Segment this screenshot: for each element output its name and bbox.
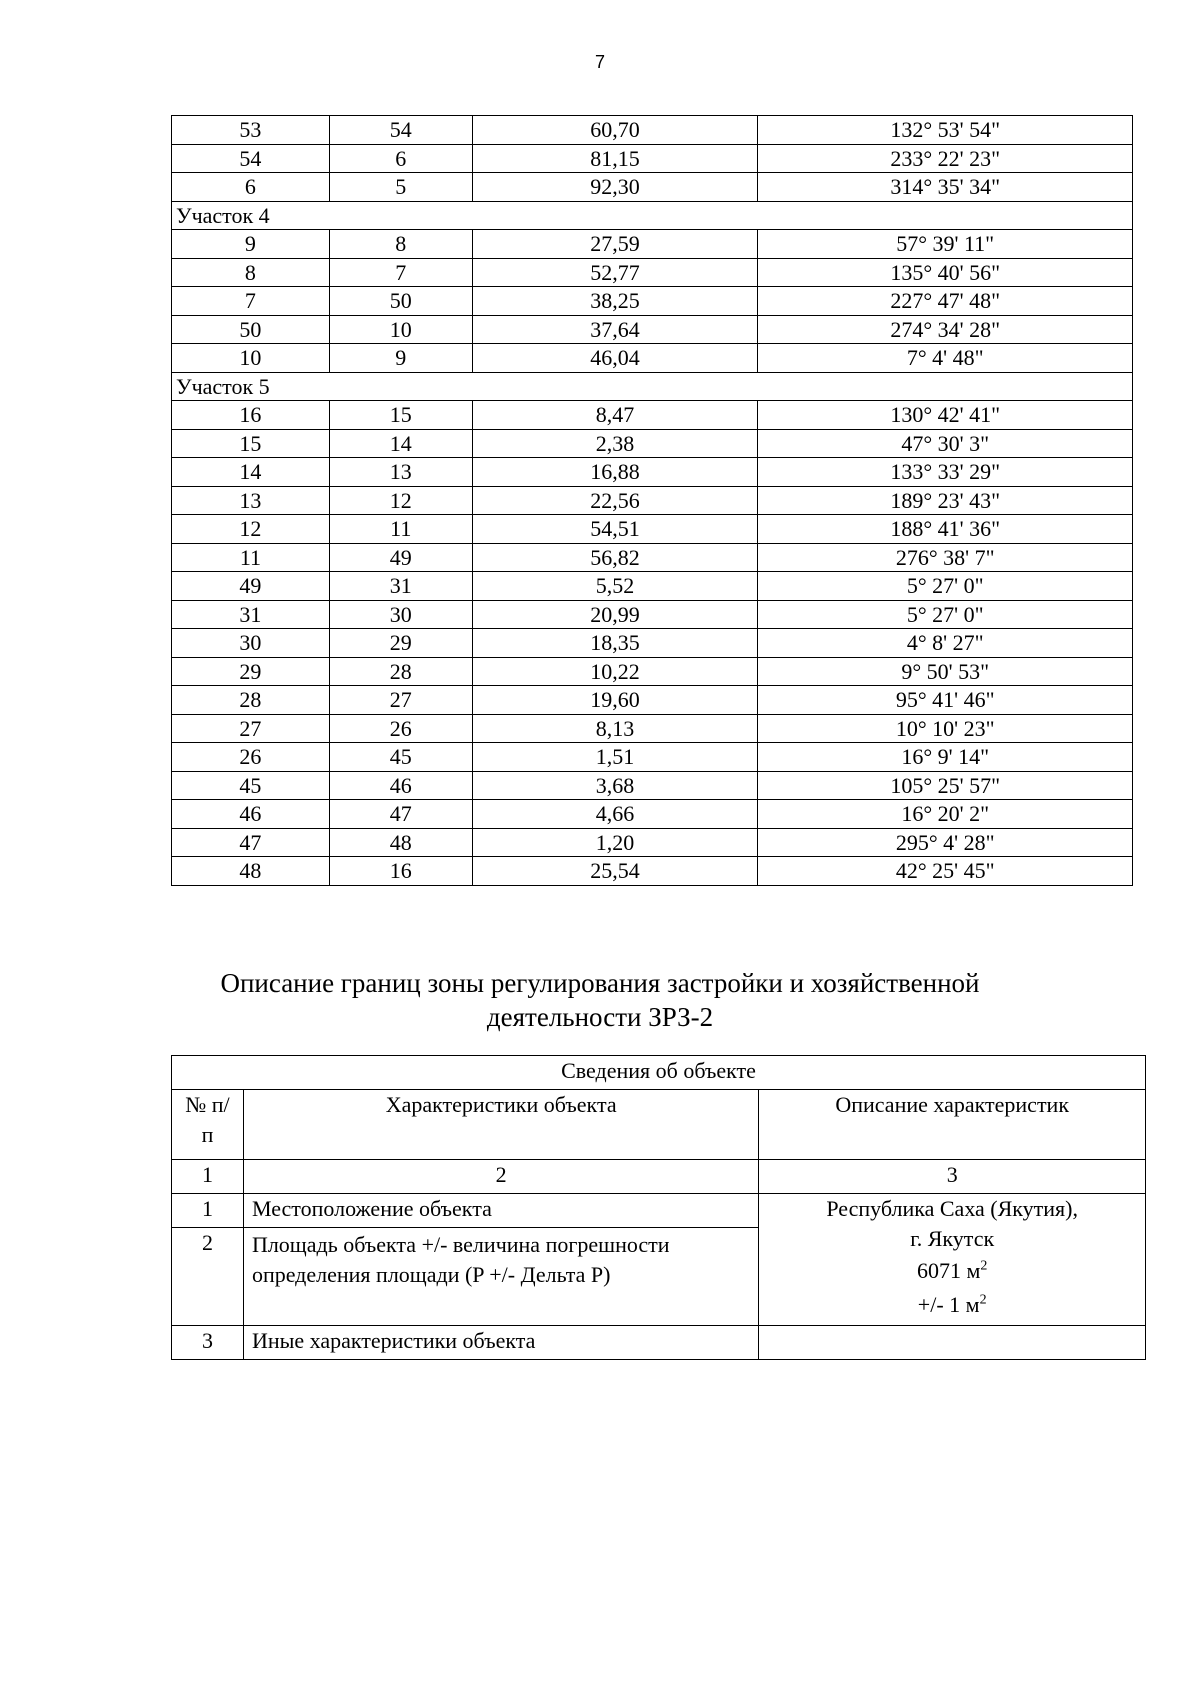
to-point: 9: [329, 344, 472, 373]
direction-angle: 189° 23' 43": [758, 486, 1133, 515]
distance: 8,47: [472, 401, 758, 430]
section-label: Участок 4: [172, 201, 1133, 230]
distance: 1,20: [472, 828, 758, 857]
from-point: 10: [172, 344, 330, 373]
table-row: [172, 401, 1133, 430]
table-row: [172, 743, 1133, 772]
distance: 27,59: [472, 230, 758, 259]
col-number-2: 2: [243, 1160, 758, 1194]
distance: 3,68: [472, 771, 758, 800]
from-point: 13: [172, 486, 330, 515]
row-3-number: 3: [172, 1326, 244, 1360]
direction-angle: 133° 33' 29": [758, 458, 1133, 487]
distance: 4,66: [472, 800, 758, 829]
direction-angle: 42° 25' 45": [758, 857, 1133, 886]
distance: 54,51: [472, 515, 758, 544]
to-point: 11: [329, 515, 472, 544]
distance: 20,99: [472, 600, 758, 629]
section-label: Участок 5: [172, 372, 1133, 401]
from-point: 47: [172, 828, 330, 857]
direction-angle: 5° 27' 0": [758, 572, 1133, 601]
distance: 38,25: [472, 287, 758, 316]
distance: 46,04: [472, 344, 758, 373]
from-point: 27: [172, 714, 330, 743]
col-header-description: Описание характеристик: [759, 1090, 1146, 1160]
distance: 19,60: [472, 686, 758, 715]
direction-angle: 4° 8' 27": [758, 629, 1133, 658]
col-header-characteristics: Характеристики объекта: [243, 1090, 758, 1160]
table-row: [172, 173, 1133, 202]
distance: 2,38: [472, 429, 758, 458]
distance: 16,88: [472, 458, 758, 487]
section-heading-line1: Описание границ зоны регулирования застройки и хозяйственной: [220, 968, 980, 998]
to-point: 30: [329, 600, 472, 629]
to-point: 15: [329, 401, 472, 430]
to-point: 7: [329, 258, 472, 287]
from-point: 26: [172, 743, 330, 772]
table-row: [172, 857, 1133, 886]
table-row: [172, 543, 1133, 572]
direction-angle: 233° 22' 23": [758, 144, 1133, 173]
to-point: 50: [329, 287, 472, 316]
table-row: [172, 116, 1133, 145]
distance: 10,22: [472, 657, 758, 686]
area-error-sup: 2: [979, 1292, 987, 1308]
from-point: 15: [172, 429, 330, 458]
direction-angle: 47° 30' 3": [758, 429, 1133, 458]
from-point: 9: [172, 230, 330, 259]
to-point: 54: [329, 116, 472, 145]
to-point: 49: [329, 543, 472, 572]
object-info-title: Сведения об объекте: [172, 1056, 1146, 1090]
from-point: 12: [172, 515, 330, 544]
distance: 5,52: [472, 572, 758, 601]
table-row: [172, 572, 1133, 601]
to-point: 12: [329, 486, 472, 515]
table-row: [172, 287, 1133, 316]
object-info-table: [171, 1055, 1146, 1360]
table-row: [172, 230, 1133, 259]
area-value: [767, 1254, 1137, 1288]
distance: 56,82: [472, 543, 758, 572]
row-3-description: [759, 1326, 1146, 1360]
to-point: 26: [329, 714, 472, 743]
area-value-sup: 2: [980, 1258, 988, 1274]
from-point: 7: [172, 287, 330, 316]
from-point: 16: [172, 401, 330, 430]
to-point: 10: [329, 315, 472, 344]
distance: 37,64: [472, 315, 758, 344]
direction-angle: 132° 53' 54": [758, 116, 1133, 145]
direction-angle: 16° 9' 14": [758, 743, 1133, 772]
from-point: 53: [172, 116, 330, 145]
direction-angle: 188° 41' 36": [758, 515, 1133, 544]
distance: 25,54: [472, 857, 758, 886]
section-heading-line2: деятельности ЗРЗ-2: [486, 1002, 714, 1032]
direction-angle: 276° 38' 7": [758, 543, 1133, 572]
row-2-label: Площадь объекта +/- величина погрешности определения площади (P +/- Дельта P): [243, 1228, 758, 1326]
to-point: 14: [329, 429, 472, 458]
to-point: 29: [329, 629, 472, 658]
from-point: 8: [172, 258, 330, 287]
table-row: [172, 144, 1133, 173]
direction-angle: 10° 10' 23": [758, 714, 1133, 743]
direction-angle: 95° 41' 46": [758, 686, 1133, 715]
direction-angle: 7° 4' 48": [758, 344, 1133, 373]
from-point: 6: [172, 173, 330, 202]
from-point: 48: [172, 857, 330, 886]
table-row: [172, 486, 1133, 515]
table-row: [172, 800, 1133, 829]
direction-angle: 57° 39' 11": [758, 230, 1133, 259]
row-3-label: Иные характеристики объекта: [243, 1326, 758, 1360]
direction-angle: 227° 47' 48": [758, 287, 1133, 316]
table-row: [172, 714, 1133, 743]
to-point: 45: [329, 743, 472, 772]
section-row: [172, 201, 1133, 230]
from-point: 28: [172, 686, 330, 715]
direction-angle: 130° 42' 41": [758, 401, 1133, 430]
table-row: [172, 429, 1133, 458]
table-row: [172, 344, 1133, 373]
table-row: [172, 515, 1133, 544]
location-line1: Республика Саха (Якутия),: [826, 1196, 1079, 1221]
from-point: 29: [172, 657, 330, 686]
page-number: 7: [594, 52, 605, 72]
coordinates-table: [171, 115, 1133, 886]
distance: 18,35: [472, 629, 758, 658]
to-point: 5: [329, 173, 472, 202]
direction-angle: 5° 27' 0": [758, 600, 1133, 629]
distance: 92,30: [472, 173, 758, 202]
table-row: [172, 629, 1133, 658]
to-point: 16: [329, 857, 472, 886]
row-1-number: 1: [172, 1194, 244, 1228]
table-row: [172, 600, 1133, 629]
from-point: 50: [172, 315, 330, 344]
col-header-number: № п/п: [172, 1090, 244, 1160]
col-number-3: 3: [759, 1160, 1146, 1194]
from-point: 45: [172, 771, 330, 800]
to-point: 31: [329, 572, 472, 601]
to-point: 27: [329, 686, 472, 715]
table-row: [172, 657, 1133, 686]
direction-angle: 9° 50' 53": [758, 657, 1133, 686]
from-point: 31: [172, 600, 330, 629]
distance: 81,15: [472, 144, 758, 173]
area-error: [767, 1288, 1137, 1322]
distance: 1,51: [472, 743, 758, 772]
from-point: 30: [172, 629, 330, 658]
from-point: 14: [172, 458, 330, 487]
direction-angle: 16° 20' 2": [758, 800, 1133, 829]
from-point: 46: [172, 800, 330, 829]
direction-angle: 274° 34' 28": [758, 315, 1133, 344]
row-1-label: Местоположение объекта: [243, 1194, 758, 1228]
to-point: 8: [329, 230, 472, 259]
direction-angle: 295° 4' 28": [758, 828, 1133, 857]
distance: 8,13: [472, 714, 758, 743]
direction-angle: 105° 25' 57": [758, 771, 1133, 800]
table-row: [172, 771, 1133, 800]
to-point: 13: [329, 458, 472, 487]
area-value-text: 6071 м: [916, 1258, 981, 1283]
from-point: 54: [172, 144, 330, 173]
section-row: [172, 372, 1133, 401]
col-number-1: 1: [172, 1160, 244, 1194]
row-2-number: 2: [172, 1228, 244, 1326]
area-error-text: +/- 1 м: [917, 1292, 980, 1317]
location-line2: г. Якутск: [910, 1226, 995, 1251]
table-row: [172, 315, 1133, 344]
to-point: 48: [329, 828, 472, 857]
distance: 22,56: [472, 486, 758, 515]
from-point: 49: [172, 572, 330, 601]
table-row: [172, 686, 1133, 715]
distance: 52,77: [472, 258, 758, 287]
direction-angle: 314° 35' 34": [758, 173, 1133, 202]
to-point: 28: [329, 657, 472, 686]
section-heading: [150, 966, 1050, 1034]
to-point: 47: [329, 800, 472, 829]
from-point: 11: [172, 543, 330, 572]
to-point: 6: [329, 144, 472, 173]
distance: 60,70: [472, 116, 758, 145]
location-area-description: [759, 1194, 1146, 1326]
direction-angle: 135° 40' 56": [758, 258, 1133, 287]
table-row: [172, 458, 1133, 487]
to-point: 46: [329, 771, 472, 800]
table-row: [172, 258, 1133, 287]
table-row: [172, 828, 1133, 857]
